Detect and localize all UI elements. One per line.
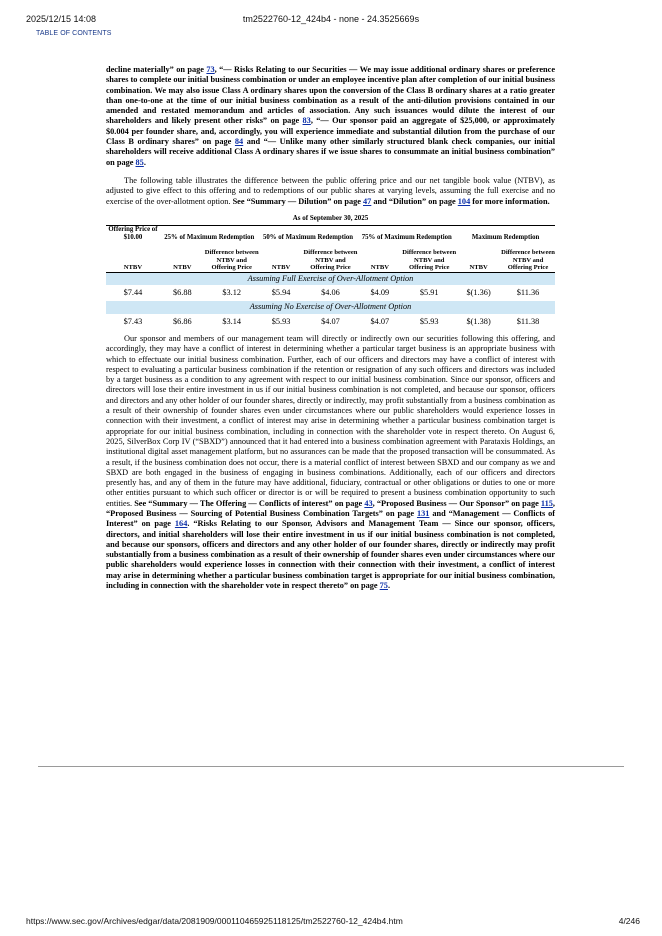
table-cell: $6.86 — [172, 316, 192, 326]
page-link-84[interactable]: 84 — [234, 137, 244, 147]
page-link-164[interactable]: 164 — [174, 519, 188, 529]
ntbv-dilution-table — [106, 213, 555, 330]
table-cell: $4.06 — [321, 288, 340, 298]
no-exercise-band: Assuming No Exercise of Over-Allotment Option — [106, 301, 555, 313]
subheader-ntbv: NTBV — [106, 242, 160, 272]
print-datetime: 2025/12/15 14:08 — [26, 14, 97, 24]
header-75-redemption: 75% of Maximum Redemption — [357, 226, 456, 243]
table-as-of-date: As of September 30, 2025 — [292, 213, 369, 222]
table-cell: $3.14 — [222, 316, 242, 326]
print-url: https://www.sec.gov/Archives/edgar/data/2081909/000110465925118125/tm2522760-12_424b4.htm — [26, 916, 403, 926]
header-max-redemption: Maximum Redemption — [456, 226, 555, 243]
table-cell: $(1.38) — [466, 316, 491, 326]
table-cell: $5.94 — [271, 288, 291, 298]
table-cell: $11.36 — [516, 288, 540, 298]
table-of-contents-link[interactable]: TABLE OF CONTENTS — [36, 30, 112, 37]
table-cell: $4.09 — [370, 288, 390, 298]
subheader-difference: Difference between NTBV and Offering Price — [304, 242, 358, 272]
page-divider — [38, 766, 624, 767]
table-row — [106, 285, 555, 301]
page-link-104[interactable]: 104 — [457, 196, 471, 206]
page-link-131[interactable]: 131 — [416, 508, 430, 518]
full-exercise-band: Assuming Full Exercise of Over-Allotment Option — [106, 272, 555, 285]
subheader-ntbv: NTBV — [160, 242, 205, 272]
table-cell: $4.07 — [370, 316, 390, 326]
header-50-redemption: 50% of Maximum Redemption — [259, 226, 358, 243]
conflicts-paragraph: Our sponsor and members of our management team will directly or indirectly own our securities following this offering, and accordingly, they may have a conflict of interest in determining whether a particular target business is an appropriate business with which to effectuate our initial business combination. Further, each of our officers and directors may have a conflict of interest with respect to evaluating a particular business combination if the retention or resignation of any such officers and directors was included by a target business as a condition to any agreement with respect to our initial business combination. Since our sponsor, officers and directors will lose their entire investment in us if our initial business combination is not completed, and because our sponsor, officers and directors and any other holder of our founder shares, directly or indirectly, may profit substantially from a business combination as a result of their ownership of founder shares even under circumstances where our public shareholders would experience losses in connection with their investment, a conflict of interest may arise in determining whether a particular business combination target is appropriate for our initial business combination, including in connection with the shareholder vote in respect thereto. On August 6, 2025, SilverBox Corp IV (“SBXD”) announced that it had entered into a business combination agreement with Parataxis Holdings, an institutional digital asset management platform, but no assurances can be made that the proposed transaction will be consummated. As a result, if the business combination does not occur, there is a material conflict of interest between SBXD and our company as we and SBXD are both engaged in the business of engaging in business combinations. Additionally, each of our officers and directors presently has, and any of them in the future may have additional, fiduciary, contractual or other obligations or duties to one or more other entities pursuant to which such officer or director is or will be required to present a business combination opportunity to such entities. See “Summary — The Offering — Conflicts of interest” on page 43, “Proposed Business — Our Sponsor” on page 115, “Proposed Business — Sourcing of Potential Business Combination Targets” on page 131 and “Management — Conflicts of Interest” on page 164. “Risks Relating to our Sponsor, Advisors and Management Team — Since our sponsor, officers, directors, and initial shareholders will lose their entire investment in us if our initial business combination is not completed, and because our sponsors, officers and directors and any other holder of our founder shares, directly or indirectly may profit substantially from a business combination as a result of their ownership of founder shares even under circumstances where our public shareholders would experience losses in connection with their connection with their investment, a conflict of interest may arise in determining whether a particular business combination target is appropriate for our initial business combination, including in connection with the shareholder vote in respect thereto” on page 75. — [106, 333, 555, 591]
table-cell: $3.12 — [222, 288, 242, 298]
subheader-ntbv: NTBV — [259, 242, 304, 272]
table-cell: $4.07 — [321, 316, 340, 326]
dilution-intro-paragraph: The following table illustrates the difference between the public offering price and our net tangible book value (NTBV), as adjusted to give effect to this offering and to redemptions of our public shares at varying levels, assuming the full exercise and no exercise of the over-allotment option. See “Summary — Dilution” on page 47 and “Dilution” on page 104 for more information. — [106, 175, 555, 206]
subheader-ntbv: NTBV — [357, 242, 402, 272]
page-link-85[interactable]: 85 — [135, 157, 144, 167]
subheader-difference: Difference between NTBV and Offering Price — [205, 242, 259, 272]
page-link-83[interactable]: 83 — [302, 116, 311, 126]
table-cell: $5.93 — [271, 316, 291, 326]
page-link-47[interactable]: 47 — [363, 196, 372, 206]
table-cell: $(1.36) — [466, 288, 491, 298]
subheader-difference: Difference between NTBV and Offering Price — [501, 242, 555, 272]
table-cell: $11.38 — [516, 316, 540, 326]
document-title: tm2522760-12_424b4 - none - 24.3525669s — [242, 14, 420, 24]
document-body — [106, 65, 555, 591]
table-cell: $6.88 — [172, 288, 192, 298]
subheader-ntbv: NTBV — [456, 242, 501, 272]
subheader-difference: Difference between NTBV and Offering Price — [402, 242, 456, 272]
risk-references-paragraph: decline materially” on page 73, “— Risks Relating to our Securities — We may issue additional ordinary shares or preference shares to complete our initial business combination or under an employee incentive plan after completion of our initial business combination. We may also issue Class A ordinary shares upon the conversion of the Class B ordinary shares at a ratio greater than one-to-one at the time of our initial business combination as a result of the anti-dilution provisions contained in our amended and restated memorandum and articles of association. Any such issuances would dilute the interest of our shareholders and likely present other risks” on page 83, “— Our sponsor paid an aggregate of $25,000, or approximately $0.004 per founder share, and, accordingly, you will experience immediate and substantial dilution from the purchase of our Class B ordinary shares” on page 84 and “— Unlike many other similarly structured blank check companies, our initial shareholders will receive additional Class A ordinary shares if we issue shares to consummate an initial business combination” on page 85. — [106, 65, 556, 167]
page-link-115[interactable]: 115 — [540, 498, 553, 508]
table-cell: $7.43 — [123, 316, 143, 326]
table-cell: $7.44 — [123, 288, 143, 298]
header-offering-price: Offering Price of $10.00 — [106, 226, 160, 243]
table-row — [106, 314, 555, 330]
page-link-43[interactable]: 43 — [364, 498, 373, 508]
header-25-redemption: 25% of Maximum Redemption — [160, 226, 259, 243]
table-cell: $5.91 — [419, 288, 439, 298]
table-cell: $5.93 — [419, 316, 439, 326]
page-link-75[interactable]: 75 — [379, 581, 388, 591]
print-page-number: 4/246 — [618, 916, 640, 926]
page-link-73[interactable]: 73 — [206, 65, 215, 74]
